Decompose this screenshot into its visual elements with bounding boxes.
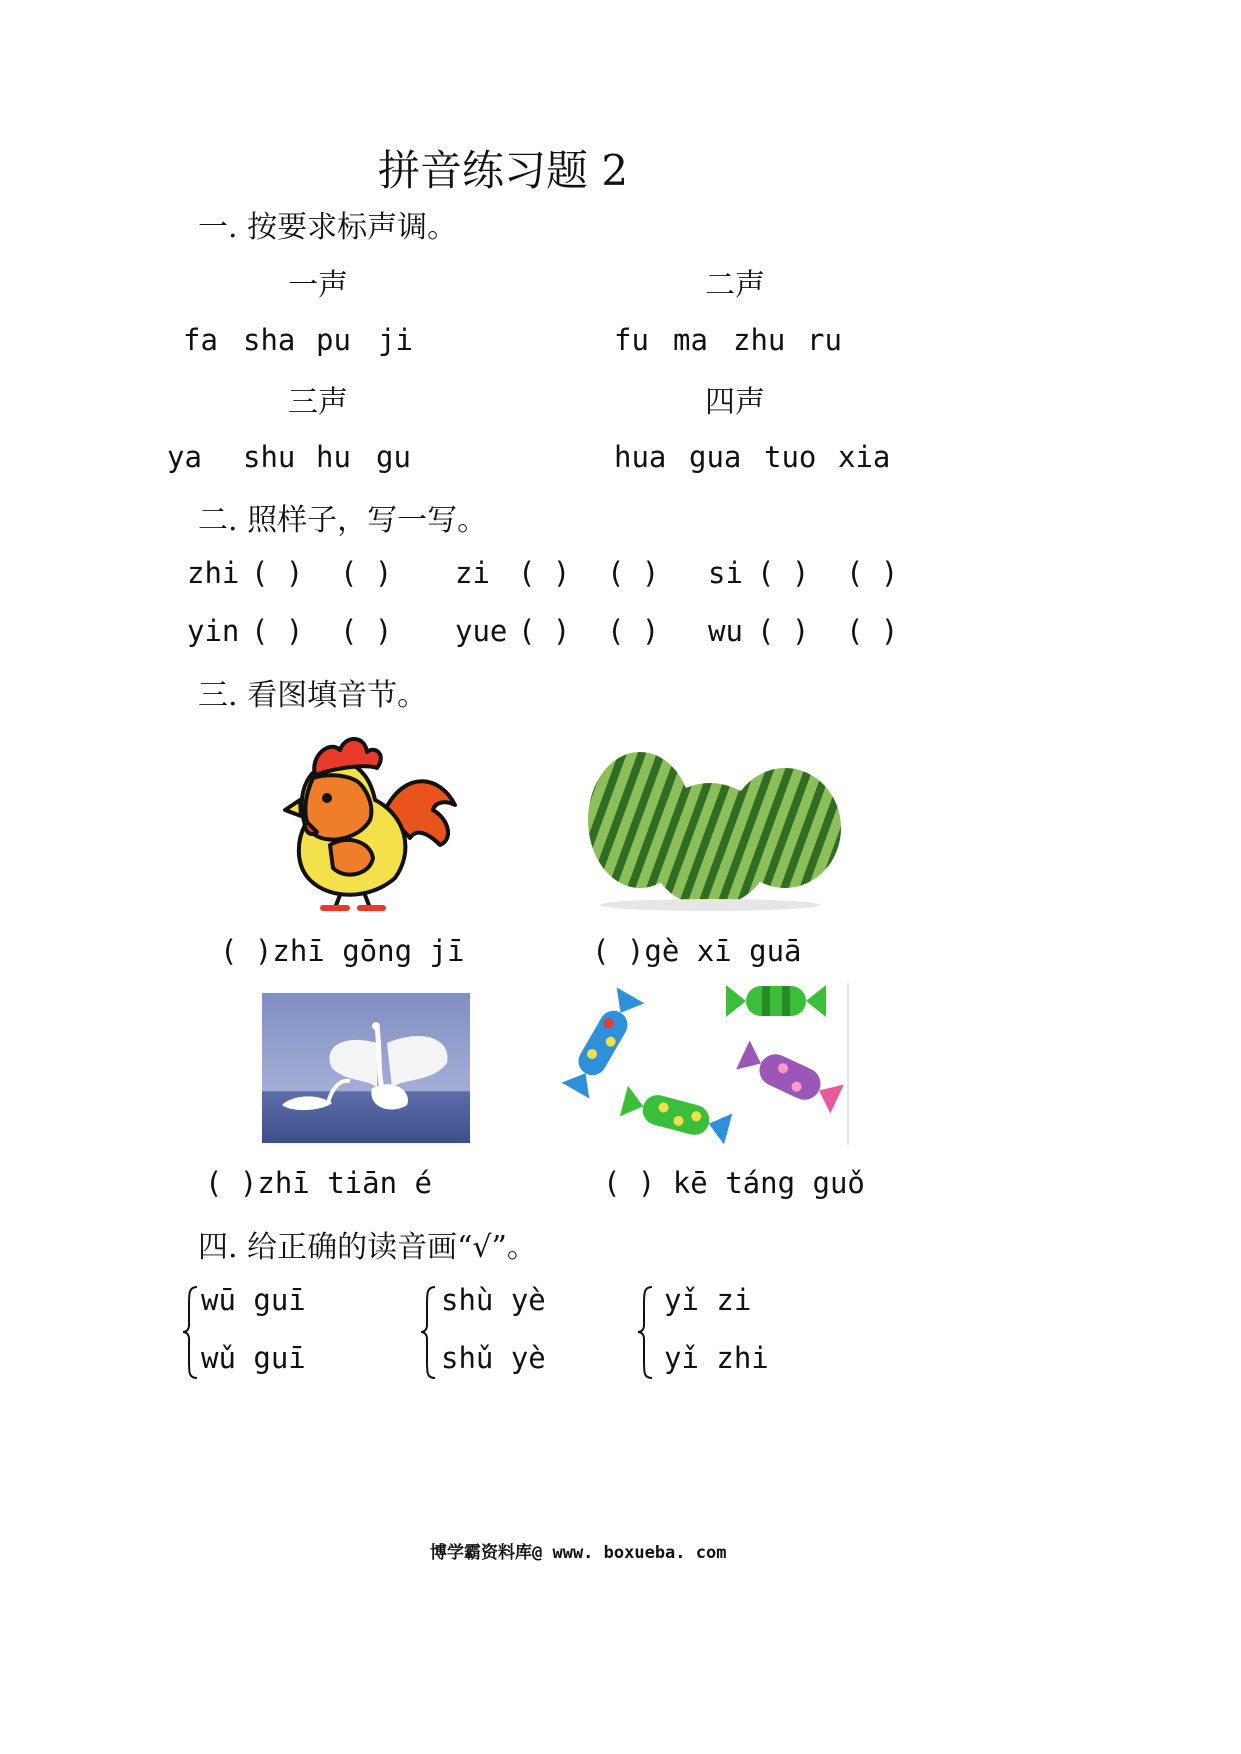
brace-icon: [181, 1285, 199, 1380]
answer-blank[interactable]: ( ): [340, 614, 393, 648]
syllable-yue: yue: [455, 614, 508, 648]
answer-blank[interactable]: ( ): [846, 556, 899, 590]
reading-option[interactable]: wǔ guī: [201, 1341, 306, 1375]
section-2-heading: 二. 照样子，写一写。: [198, 503, 488, 538]
pinyin-word: xia: [838, 440, 891, 474]
tone-label-4: 四声: [705, 385, 765, 420]
answer-blank[interactable]: ( ): [518, 556, 571, 590]
answer-blank[interactable]: ( ): [518, 614, 571, 648]
brace-icon: [419, 1285, 437, 1380]
caption-swan: ( )zhī tiān é: [205, 1166, 432, 1200]
brace-icon: [636, 1285, 654, 1380]
pinyin-word: hu: [316, 440, 351, 474]
tone-label-1: 一声: [288, 268, 348, 303]
syllable-zhi: zhi: [187, 556, 240, 590]
reading-option[interactable]: yǐ zhi: [664, 1341, 769, 1375]
pinyin-word: ji: [378, 323, 413, 357]
page-title: 拼音练习题 2: [378, 146, 629, 195]
reading-option[interactable]: wū guī: [201, 1283, 306, 1317]
syllable-zi: zi: [455, 556, 490, 590]
section-3-heading: 三. 看图填音节。: [198, 678, 428, 713]
answer-blank[interactable]: ( ): [757, 556, 810, 590]
pinyin-word: gua: [689, 440, 742, 474]
pinyin-word: hua: [614, 440, 667, 474]
swan-image: [262, 993, 470, 1143]
pinyin-word: pu: [316, 323, 351, 357]
pinyin-word: ya: [167, 440, 202, 474]
pinyin-word: gu: [376, 440, 411, 474]
watermelon-image: [585, 740, 845, 910]
pinyin-word: fa: [183, 323, 218, 357]
answer-blank[interactable]: ( ): [340, 556, 393, 590]
syllable-wu: wu: [708, 614, 743, 648]
syllable-yin: yin: [187, 614, 240, 648]
pinyin-word: tuo: [764, 440, 817, 474]
tone-label-2: 二声: [705, 268, 765, 303]
pinyin-word: sha: [243, 323, 296, 357]
rooster-image: [275, 730, 465, 910]
pinyin-word: ma: [673, 323, 708, 357]
section-1-heading: 一. 按要求标声调。: [198, 210, 458, 245]
pinyin-word: ru: [807, 323, 842, 357]
footer-watermark: 博学霸资料库@ www. boxueba. com: [430, 1543, 727, 1563]
answer-blank[interactable]: ( ): [757, 614, 810, 648]
answer-blank[interactable]: ( ): [846, 614, 899, 648]
reading-option[interactable]: shù yè: [441, 1283, 546, 1317]
tone-label-3: 三声: [288, 385, 348, 420]
pinyin-word: zhu: [733, 323, 786, 357]
reading-option[interactable]: shǔ yè: [441, 1341, 546, 1375]
answer-blank[interactable]: ( ): [251, 614, 304, 648]
candy-image: [558, 983, 850, 1145]
answer-blank[interactable]: ( ): [251, 556, 304, 590]
pinyin-word: fu: [614, 323, 649, 357]
answer-blank[interactable]: ( ): [607, 556, 660, 590]
syllable-si: si: [708, 556, 743, 590]
caption-candy: ( ) kē táng guǒ: [603, 1166, 865, 1200]
answer-blank[interactable]: ( ): [607, 614, 660, 648]
caption-rooster: ( )zhī gōng jī: [220, 934, 465, 968]
pinyin-word: shu: [243, 440, 296, 474]
caption-watermelon: ( )gè xī guā: [592, 934, 802, 968]
section-4-heading: 四. 给正确的读音画“√”。: [198, 1230, 537, 1265]
reading-option[interactable]: yǐ zi: [664, 1283, 752, 1317]
